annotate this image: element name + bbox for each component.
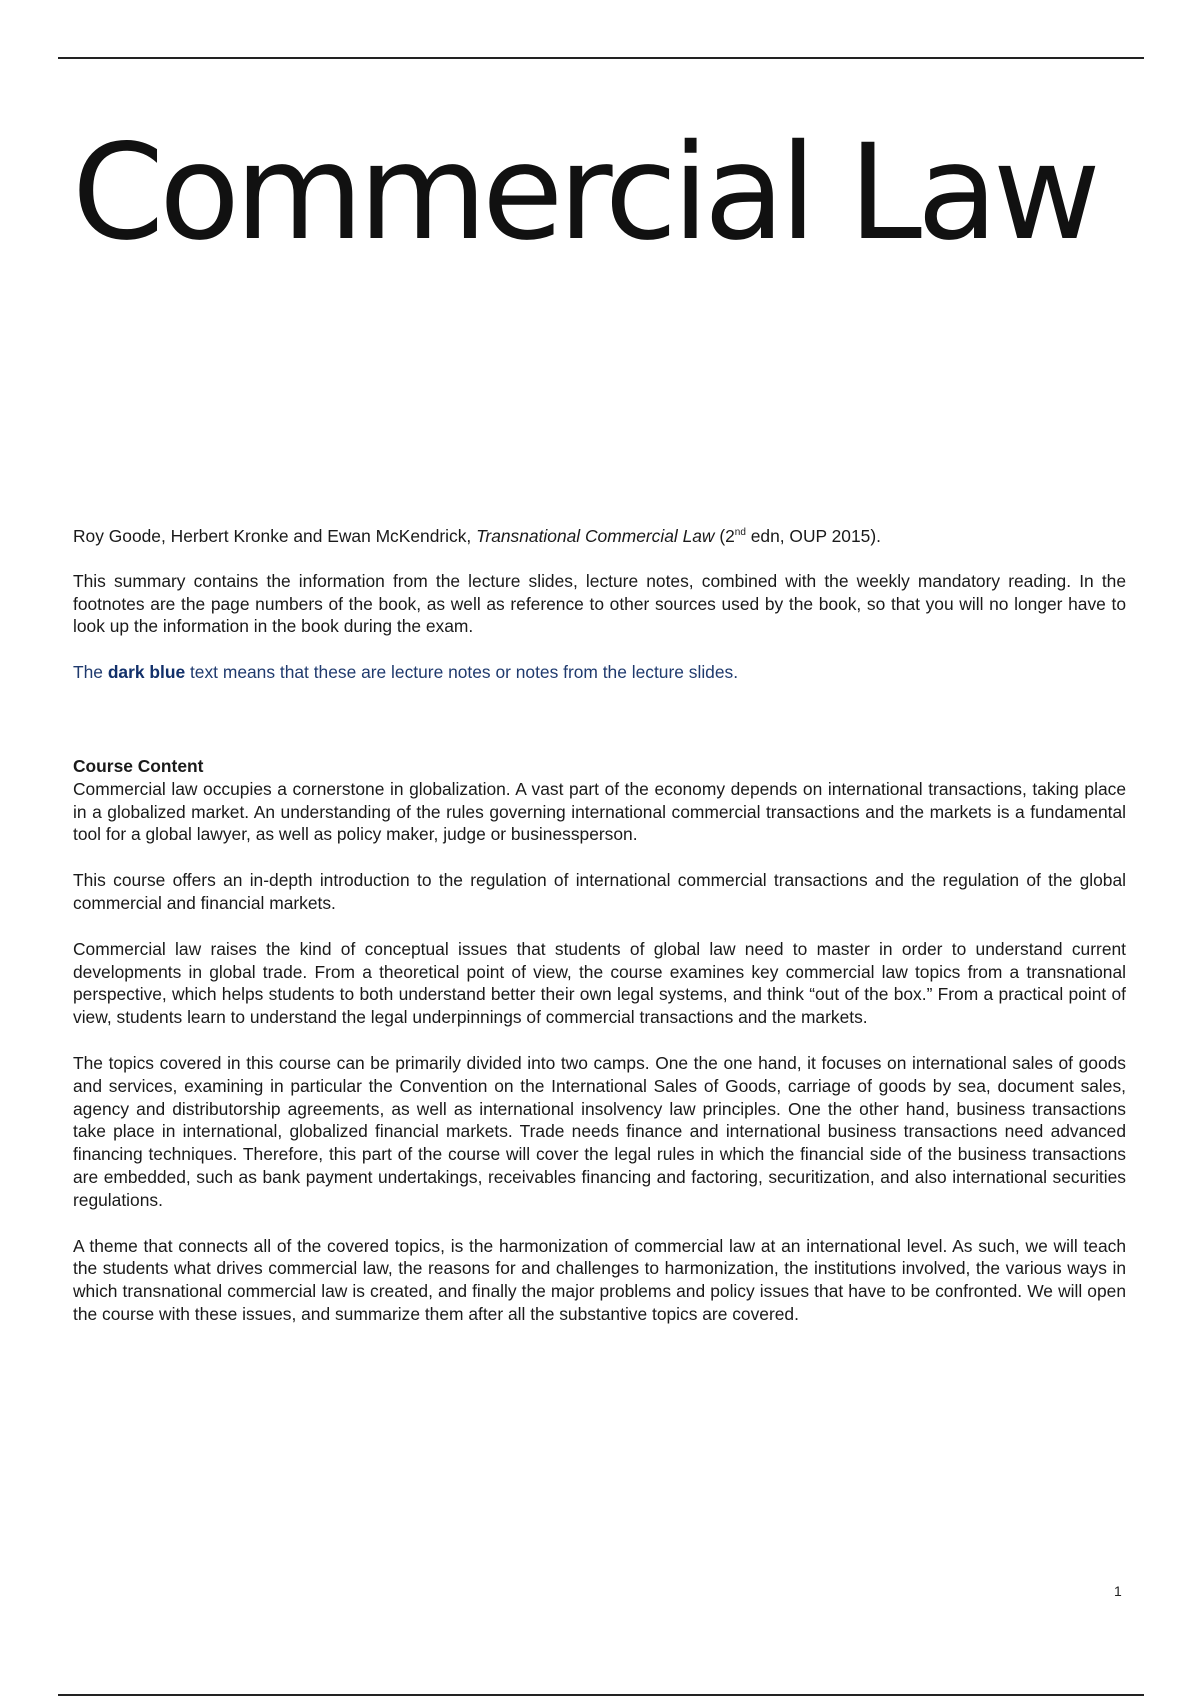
note-emphasis: dark blue — [107, 662, 186, 683]
note-suffix: text means that these are lecture notes or notes from the lecture slides. — [185, 662, 739, 683]
course-paragraph-2: This course offers an in-depth introduction to the regulation of international commercial transactions and the regulation of the global commercial and financial markets. — [73, 870, 1126, 913]
reference-book-title: Transnational Commercial Law — [476, 526, 715, 546]
reference-edition-open: (2 — [714, 526, 735, 546]
reference-authors: Roy Goode, Herbert Kronke and Ewan McKendrick, — [73, 526, 477, 546]
document-body — [73, 525, 1126, 1349]
summary-paragraph: This summary contains the information from the lecture slides, lecture notes, combined with the weekly mandatory reading. In the footnotes are the page numbers of the book, as well as reference to other sources used by the book, so that you will no longer have to look up the information in the book during the exam. — [73, 570, 1126, 637]
course-paragraph-3: Commercial law raises the kind of conceptual issues that students of global law need to master in order to understand current developments in global trade. From a theoretical point of view, the course examines key commercial law topics from a transnational perspective, which helps students to both understand better their own legal systems, and think “out of the box.” From a practical point of view, students learn to understand the legal underpinnings of commercial transactions and the markets. — [73, 938, 1126, 1028]
course-content-heading: Course Content — [73, 755, 204, 776]
course-paragraph-5: A theme that connects all of the covered topics, is the harmonization of commercial law at an international level. As such, we will teach the students what drives commercial law, the reasons for and challenges to harmonization, the institutions involved, the various ways in which transnational commercial law is created, and finally the major problems and policy issues that have to be confronted. We will open the course with these issues, and summarize them after all the substantive topics are covered. — [73, 1235, 1126, 1324]
document-title: Commercial Law — [72, 116, 1096, 270]
course-paragraph-1: Commercial law occupies a cornerstone in globalization. A vast part of the economy depends on international transactions, taking place in a globalized market. An understanding of the rules governing international commercial transactions and the markets is a fundamental tool for a global lawyer, as well as policy maker, judge or businessperson. — [73, 778, 1126, 845]
reference-edition-rest: edn, OUP 2015). — [745, 526, 881, 546]
dark-blue-note — [73, 661, 1126, 684]
reference-edition-sup: nd — [734, 527, 746, 539]
footer-rule — [58, 1694, 1144, 1696]
header-rule — [58, 57, 1144, 59]
section-spacer — [73, 707, 1126, 755]
course-paragraph-4: The topics covered in this course can be primarily divided into two camps. One the one hand, it focuses on international sales of goods and services, examining in particular the Convention on the International Sales of Goods, carriage of goods by sea, document sales, agency and distributorship agreements, as well as international insolvency law principles. One the other hand, business transactions take place in international, globalized financial markets. Trade needs finance and international business transactions need advanced financing techniques. Therefore, this part of the course will cover the legal rules in which the financial side of the business transactions are embedded, such as bank payment undertakings, receivables financing and factoring, securitization, and also international securities regulations. — [73, 1052, 1126, 1210]
note-prefix: The — [73, 662, 108, 683]
book-reference — [73, 525, 1126, 548]
page-number: 1 — [1114, 1583, 1122, 1599]
